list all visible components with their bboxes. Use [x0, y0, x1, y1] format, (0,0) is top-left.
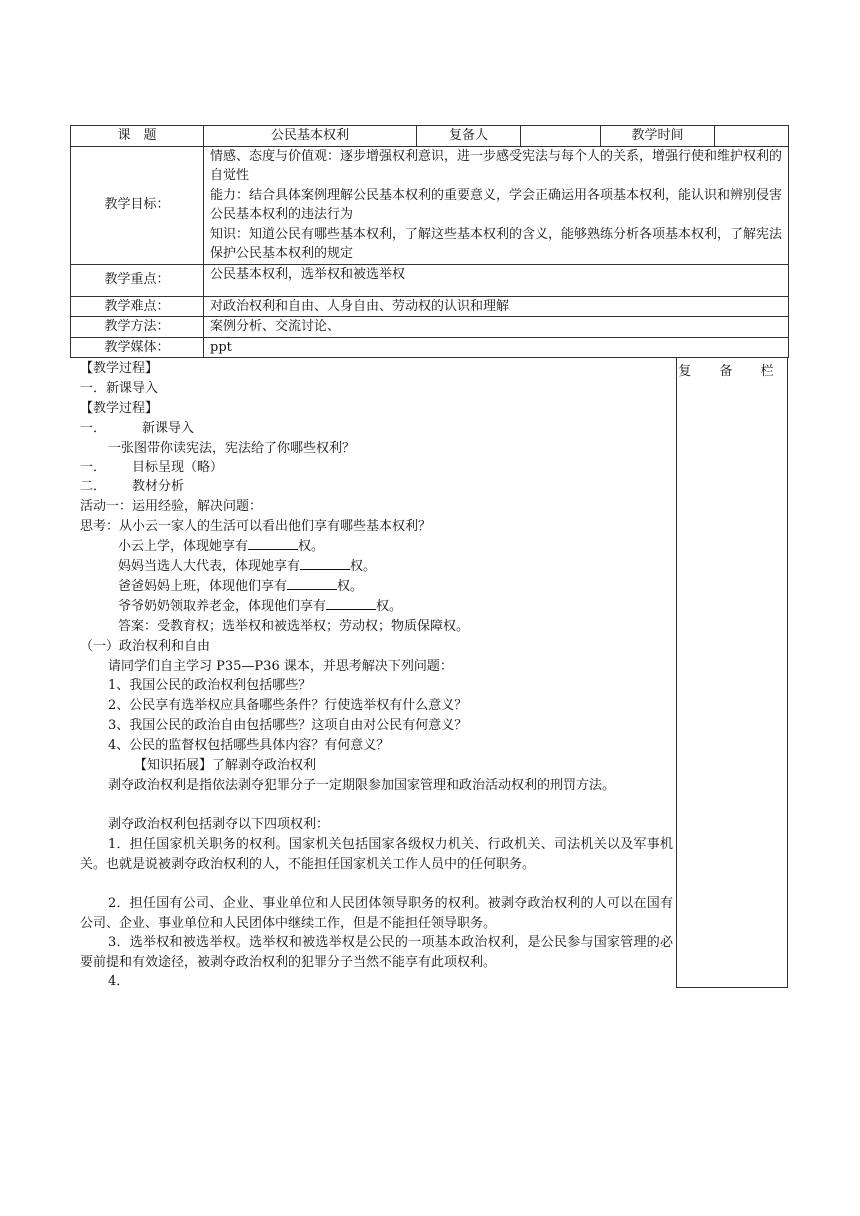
activity-title: 活动一：运用经验，解决问题：: [80, 499, 263, 514]
time-label: 教学时间: [601, 126, 715, 147]
paragraph-intro: 剥夺政治权利包括剥夺以下四项权利：: [108, 817, 330, 832]
intro-item: [80, 419, 194, 438]
answer-line: 答案：受教育权；选举权和被选举权；劳动权；物质保障权。: [118, 619, 470, 634]
prep-value: [521, 126, 601, 147]
media-label: 教学媒体：: [71, 337, 204, 358]
question-3: 3、我国公民的政治自由包括哪些？这项自由对公民有何意义？: [108, 718, 468, 733]
intro-item-text: 新课导入: [142, 421, 195, 436]
intro-heading: 一．新课导入: [80, 381, 159, 396]
goals-label: 教学目标：: [71, 146, 204, 264]
think-question: 思考：从小云一家人的生活可以看出他们享有哪些基本权利？: [80, 519, 432, 534]
blank-line: [287, 577, 337, 590]
paragraph-item-2: 2．担任国有公司、企业、事业单位和人民团体领导职务的权利。被剥夺政治权利的人可以在国有公司、企业、事业单位和人民团体中继续工作，但是不能担任领导职务。: [80, 896, 673, 931]
review-column-title: 复 备 栏: [678, 364, 786, 379]
fill-blank-election: 妈妈当选人大代表，体现她享有 权。: [118, 559, 377, 574]
paragraph-item-4: 4．: [108, 974, 130, 989]
subsection-heading: （一）政治权利和自由: [80, 639, 211, 654]
blank-line: [248, 537, 298, 550]
goals-item-text: 目标呈现（略）: [132, 460, 224, 475]
fill-blank-education: 小云上学，体现她享有 权。: [118, 539, 325, 554]
goals-item-number: 一．: [80, 460, 107, 475]
question-4: 4、公民的监督权包括哪些具体内容？有何意义？: [108, 738, 390, 753]
study-instruction: 请同学们自主学习 P35—P36 课本，并思考解决下列问题：: [108, 659, 453, 674]
question-2: 2、公民享有选举权应具备哪些条件？行使选举权有什么意义？: [108, 698, 468, 713]
paragraph-item-3: 3．选举权和被选举权。选举权和被选举权是公民的一项基本政治权利，是公民参与国家管理的必要前提和有效途径，被剥夺政治权利的犯罪分子当然不能享有此项权利。: [80, 935, 673, 970]
intro-question: 一张图带你读宪法，宪法给了你哪些权利？: [108, 441, 356, 456]
goal-emotion: 情感、态度与价值观：逐步增强权利意识，进一步感受宪法与每个人的关系，增强行使和维护权利的自觉性: [210, 148, 783, 183]
analysis-item-number: 二．: [80, 479, 107, 494]
analysis-item: [80, 477, 184, 496]
key-label: 教学重点：: [71, 264, 204, 296]
media-value: ppt: [204, 337, 789, 358]
intro-item-number: 一．: [80, 421, 107, 436]
difficulty-label: 教学难点：: [71, 296, 204, 317]
method-value: 案例分析、交流讨论、: [204, 317, 789, 338]
fill-blank-welfare: 爷爷奶奶领取养老金，体现他们享有 权。: [118, 599, 403, 614]
question-1: 1、我国公民的政治权利包括哪些？: [108, 678, 312, 693]
time-value: [715, 126, 789, 147]
goals-item: [80, 458, 223, 477]
blank-line: [300, 557, 350, 570]
paragraph-definition: 剥夺政治权利是指依法剥夺犯罪分子一定期限参加国家管理和政治活动权利的刑罚方法。: [108, 778, 616, 793]
section-heading: 【教学过程】: [80, 361, 159, 376]
knowledge-extension-heading: 【知识拓展】了解剥夺政治权利: [134, 758, 317, 773]
paragraph-item-1: 1．担任国家机关职务的权利。国家机关包括国家各级权力机关、行政机关、司法机关以及军事机关。也就是说被剥夺政治权利的人，不能担任国家机关工作人员中的任何职务。: [80, 837, 673, 872]
key-value: 公民基本权利，选举权和被选举权: [204, 264, 789, 296]
blank-line: [326, 597, 376, 610]
goals-cell: [204, 146, 789, 264]
review-column: [676, 357, 788, 988]
topic-value: 公民基本权利: [204, 126, 417, 147]
topic-label: 课 题: [71, 126, 204, 147]
prep-label: 复备人: [417, 126, 521, 147]
goal-ability: 能力：结合具体案例理解公民基本权利的重要意义，学会正确运用各项基本权利，能认识和辨别侵害公民基本权利的违法行为: [210, 187, 783, 222]
analysis-item-text: 教材分析: [132, 479, 185, 494]
goal-knowledge: 知识：知道公民有哪些基本权利，了解这些基本权利的含义，能够熟练分析各项基本权利，了解宪法保护公民基本权利的规定: [210, 226, 783, 261]
method-label: 教学方法：: [71, 317, 204, 338]
section-heading-2: 【教学过程】: [80, 401, 159, 416]
lesson-header-table: [70, 125, 789, 358]
difficulty-value: 对政治权利和自由、人身自由、劳动权的认识和理解: [204, 296, 789, 317]
fill-blank-labor: 爸爸妈妈上班，体现他们享有 权。: [118, 579, 364, 594]
